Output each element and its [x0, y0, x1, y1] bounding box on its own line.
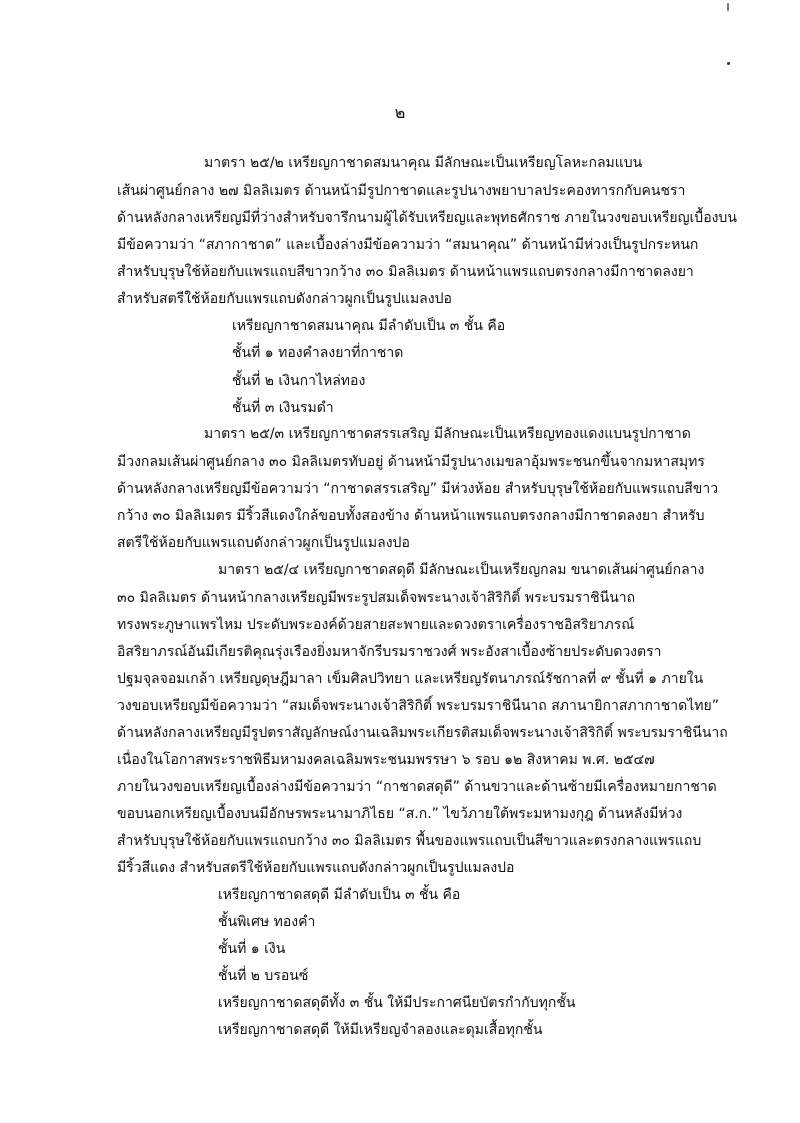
section-25-3-text-line: กว้าง ๓๐ มิลลิเมตร มีริ้วสีแดงใกล้ขอบทั้งสองข้าง ด้านหน้าแพรแถบตรงกลางมีกาชาดลงยา สำหรับ [117, 508, 705, 524]
section-25-3-text-line: มีวงกลมเส้นผ่าศูนย์กลาง ๓๐ มิลลิเมตรทับอยู่ ด้านหน้ามีรูปนางเมขลาอุ้มพระชนกขึ้นจากมหาสมุทร [117, 454, 705, 470]
page-number: ๒ [394, 103, 406, 122]
section-25-4-heading: มาตรา ๒๕/๔ เหรียญกาชาดสดุดี มีลักษณะเป็นเหรียญกลม ขนาดเส้นผ่าศูนย์กลาง [218, 562, 705, 578]
section-25-2-heading: มาตรา ๒๕/๒ เหรียญกาชาดสมนาคุณ มีลักษณะเป็นเหรียญโลหะกลมแบน [204, 155, 643, 171]
class-list-item: ชั้นพิเศษ ทองคำ [218, 914, 316, 930]
class-list-item: ชั้นที่ ๑ ทองคำลงยาที่กาชาด [232, 345, 404, 361]
class-list-item: ชั้นที่ ๓ เงินรมดำ [232, 400, 334, 416]
certificate-note: เหรียญกาชาดสดุดีทั้ง ๓ ชั้น ให้มีประกาศนียบัตรกำกับทุกชั้น [218, 995, 576, 1011]
section-25-3-text-line: สตรีใช้ห้อยกับแพรแถบดังกล่าวผูกเป็นรูปแมลงปอ [117, 535, 410, 551]
scan-mark-dot [727, 62, 730, 65]
class-list-intro: เหรียญกาชาดสมนาคุณ มีลำดับเป็น ๓ ชั้น คือ [232, 318, 506, 334]
replica-note: เหรียญกาชาดสดุดี ให้มีเหรียญจำลองและดุมเสื้อทุกชั้น [218, 1022, 543, 1038]
class-list-item: ชั้นที่ ๒ เงินกาไหล่ทอง [232, 373, 366, 389]
section-25-4-text-line: ด้านหลังกลางเหรียญมีรูปตราสัญลักษณ์งานเฉลิมพระเกียรติสมเด็จพระนางเจ้าสิริกิติ์ พระบรมราชินีนาถ [117, 725, 728, 741]
class-list-item: ชั้นที่ ๒ บรอนซ์ [218, 968, 309, 984]
section-25-2-text-line: เส้นผ่าศูนย์กลาง ๒๗ มิลลิเมตร ด้านหน้ามีรูปกาชาดและรูปนางพยาบาลประคองทารกกับคนชรา [117, 183, 686, 199]
section-25-2-text-line: ด้านหลังกลางเหรียญมีที่ว่างสำหรับจารึกนามผู้ได้รับเหรียญและพุทธศักราช ภายในวงขอบเหรียญเบื้องบน [117, 210, 737, 226]
section-25-4-text-line: ขอบนอกเหรียญเบื้องบนมีอักษรพระนามาภิไธย “ส.ก.” ไขว้ภายใต้พระมหามงกุฎ ด้านหลังมีห่วง [117, 806, 683, 822]
section-25-2-text-line: สำหรับสตรีใช้ห้อยกับแพรแถบดังกล่าวผูกเป็นรูปแมลงปอ [117, 291, 452, 307]
section-25-4-text-line: ทรงพระภูษาแพรไหม ประดับพระองค์ด้วยสายสะพายและดวงตราเครื่องราชอิสริยาภรณ์ [117, 617, 635, 633]
scan-mark-top [727, 3, 729, 11]
section-25-2-text-line: มีข้อความว่า “สภากาชาด” และเบื้องล่างมีข้อความว่า “สมนาคุณ” ด้านหน้ามีห่วงเป็นรูปกระหนก [117, 237, 699, 253]
section-25-3-text-line: ด้านหลังกลางเหรียญมีข้อความว่า “กาชาดสรรเสริญ” มีห่วงห้อย สำหรับบุรุษใช้ห้อยกับแพรแถบสีขาว [117, 481, 719, 497]
section-25-4-text-line: เนื่องในโอกาสพระราชพิธีมหามงคลเฉลิมพระชนมพรรษา ๖ รอบ ๑๒ สิงหาคม พ.ศ. ๒๕๔๗ [117, 752, 655, 768]
class-list-item: ชั้นที่ ๑ เงิน [218, 941, 286, 957]
section-25-2-text-line: สำหรับบุรุษใช้ห้อยกับแพรแถบสีขาวกว้าง ๓๐ มิลลิเมตร ด้านหน้าแพรแถบตรงกลางมีกาชาดลงยา [117, 264, 694, 280]
section-25-4-text-line: สำหรับบุรุษใช้ห้อยกับแพรแถบกว้าง ๓๐ มิลลิเมตร พื้นของแพรแถบเป็นสีขาวและตรงกลางแพรแถบ [117, 833, 702, 849]
section-25-4-text-line: อิสริยาภรณ์อันมีเกียรติคุณรุ่งเรืองยิ่งมหาจักรีบรมราชวงศ์ พระอังสาเบื้องซ้ายประดับดวงตรา [117, 644, 662, 660]
section-25-4-text-line: วงขอบเหรียญมีข้อความว่า “สมเด็จพระนางเจ้าสิริกิติ์ พระบรมราชินีนาถ สภานายิกาสภากาชาดไทย” [117, 698, 719, 714]
section-25-3-heading: มาตรา ๒๕/๓ เหรียญกาชาดสรรเสริญ มีลักษณะเป็นเหรียญทองแดงแบนรูปกาชาด [204, 426, 691, 442]
section-25-4-text-line: ๓๐ มิลลิเมตร ด้านหน้ากลางเหรียญมีพระรูปสมเด็จพระนางเจ้าสิริกิติ์ พระบรมราชินีนาถ [117, 590, 636, 606]
class-list-intro: เหรียญกาชาดสดุดี มีลำดับเป็น ๓ ชั้น คือ [218, 887, 461, 903]
section-25-4-text-line: ปฐมจุลจอมเกล้า เหรียญดุษฎีมาลา เข็มศิลปวิทยา และเหรียญรัตนาภรณ์รัชกาลที่ ๙ ชั้นที่ ๑ ภายใน [117, 671, 704, 687]
section-25-4-text-line: ภายในวงขอบเหรียญเบื้องล่างมีข้อความว่า “กาชาดสดุดี” ด้านขวาและด้านซ้ายมีเครื่องหมายกาชาด [117, 779, 717, 795]
section-25-4-text-line: มีริ้วสีแดง สำหรับสตรีใช้ห้อยกับแพรแถบดังกล่าวผูกเป็นรูปแมลงปอ [117, 860, 515, 876]
